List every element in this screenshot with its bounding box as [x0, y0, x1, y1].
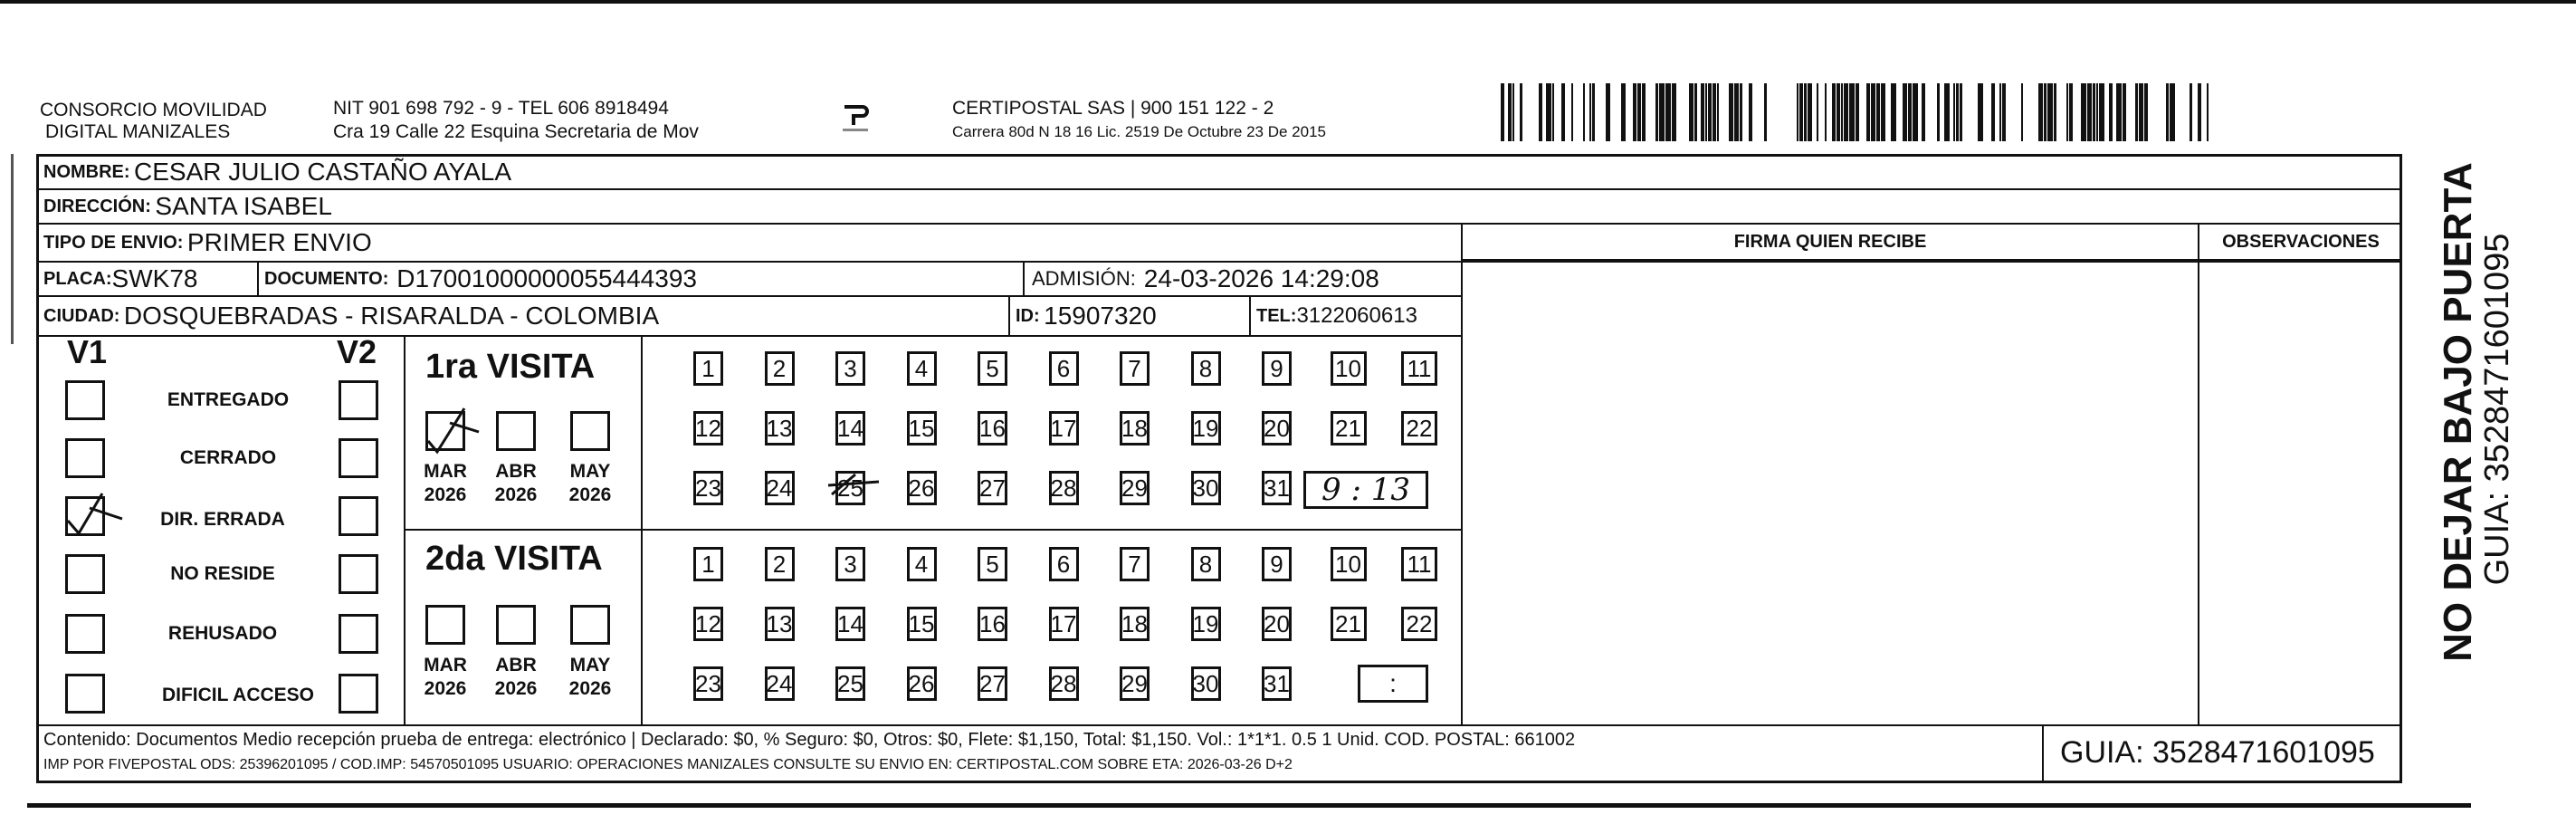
first-visit-day-box[interactable]: 27	[978, 471, 1007, 505]
handwritten-check-icon	[425, 405, 479, 459]
first-visit-day-box[interactable]: 30	[1191, 471, 1221, 505]
handwritten-strike-icon	[828, 469, 883, 505]
col-line	[1249, 295, 1251, 337]
second-visit-day-box[interactable]: 6	[1049, 547, 1079, 581]
side-guia: GUIA: 3528471601095	[2478, 233, 2516, 586]
imp-line: IMP POR FIVEPOSTAL ODS: 25396201095 / COD.IMP: 54570501095 USUARIO: OPERACIONES MANIZALES CONSULTE SU ENVIO EN: CERTIPOSTAL.COM SOBRE ETA: 2026-03-26 D+2	[43, 757, 1293, 772]
v1-checkbox-rehusado[interactable]	[65, 614, 105, 654]
second-visit-day-box[interactable]: 24	[765, 666, 795, 701]
status-rehusado: REHUSADO	[167, 623, 278, 644]
admision-value: 24-03-2026 14:29:08	[1143, 264, 1379, 292]
col-line	[1023, 261, 1025, 297]
nombre-value: CESAR JULIO CASTAÑO AYALA	[134, 158, 512, 186]
v2-checkbox-cerrado[interactable]	[339, 438, 378, 478]
v2-checkbox-entregado[interactable]	[339, 380, 378, 420]
second-visit-day-box[interactable]: 16	[978, 607, 1007, 641]
second-visit-day-box[interactable]: 17	[1049, 607, 1079, 641]
second-visit-day-box[interactable]: 28	[1049, 666, 1079, 701]
v1-checkbox-dir-errada[interactable]	[65, 496, 105, 536]
admision-cell	[1028, 263, 1379, 295]
second-visit-day-box[interactable]: 21	[1331, 607, 1367, 641]
col-line	[257, 261, 259, 297]
second-visit-day-box[interactable]: 11	[1401, 547, 1437, 581]
first-visit-day-box[interactable]: 16	[978, 411, 1007, 446]
second-visit-day-box[interactable]: 23	[693, 666, 723, 701]
top-rule	[0, 0, 2576, 4]
certipostal-logo	[837, 101, 873, 136]
company-name-2: DIGITAL MANIZALES	[45, 121, 231, 142]
year-text: 2026	[494, 678, 538, 699]
v1-checkbox-dificil-acceso[interactable]	[65, 674, 105, 714]
second-visit-day-box[interactable]: 4	[907, 547, 937, 581]
first-visit-day-box[interactable]: 10	[1331, 351, 1367, 386]
month-text: MAY	[569, 655, 611, 675]
v2-checkbox-rehusado[interactable]	[339, 614, 378, 654]
second-visit-mar-label	[418, 654, 472, 701]
month-text: MAR	[424, 655, 467, 675]
second-visit-day-box[interactable]: 5	[978, 547, 1007, 581]
first-visit-day-box[interactable]: 9	[1262, 351, 1292, 386]
first-visit-day-box[interactable]: 23	[693, 471, 723, 505]
second-visit-title: 2da VISITA	[425, 540, 603, 578]
first-visit-day-box[interactable]: 25	[835, 471, 865, 505]
second-visit-day-box[interactable]: 29	[1120, 666, 1150, 701]
first-visit-day-box[interactable]: 11	[1401, 351, 1437, 386]
id-label: ID:	[1016, 305, 1040, 326]
firma-header	[1463, 225, 2198, 259]
first-visit-day-box[interactable]: 19	[1191, 411, 1221, 446]
status-no-reside: NO RESIDE	[170, 563, 275, 584]
tipo-envio-row	[40, 225, 372, 261]
nombre-label: NOMBRE:	[43, 161, 130, 182]
second-visit-day-box[interactable]: 15	[907, 607, 937, 641]
ciudad-label: CIUDAD:	[43, 305, 120, 326]
first-visit-abr-label	[489, 460, 543, 507]
first-visit-mar-label	[418, 460, 472, 507]
year-text: 2026	[568, 678, 612, 699]
nombre-row	[40, 156, 511, 188]
direccion-label: DIRECCIÓN:	[43, 196, 151, 216]
first-visit-time-box[interactable]	[1303, 471, 1428, 509]
col-line-obs	[2198, 223, 2199, 726]
status-dificil-acceso: DIFICIL ACCESO	[161, 685, 314, 705]
barcode	[1501, 83, 2225, 141]
documento-value: D17001000000055444393	[396, 264, 697, 292]
first-visit-mar-checkbox[interactable]	[425, 411, 465, 451]
firma-label: FIRMA QUIEN RECIBE	[1733, 231, 1927, 252]
tel-value: 3122060613	[1296, 303, 1417, 328]
first-visit-may-label	[563, 460, 617, 507]
status-dir-errada: DIR. ERRADA	[160, 509, 285, 530]
v1-label: V1	[67, 333, 108, 370]
obs-header-line	[1461, 259, 2402, 261]
second-visit-day-box[interactable]: 3	[835, 547, 865, 581]
first-visit-day-box[interactable]: 3	[835, 351, 865, 386]
year-text: 2026	[494, 484, 538, 505]
tipo-envio-value: PRIMER ENVIO	[186, 228, 372, 256]
col-line-guia	[2042, 724, 2044, 783]
row-line	[36, 188, 2402, 190]
col-line	[1008, 295, 1010, 337]
bottom-rule	[27, 803, 2471, 808]
id-cell	[1012, 297, 1157, 335]
first-visit-day-box[interactable]: 6	[1049, 351, 1079, 386]
first-visit-day-box[interactable]: 7	[1120, 351, 1150, 386]
second-visit-time: :	[1389, 669, 1397, 697]
placa-label: PLACA:	[43, 268, 112, 289]
status-entregado: ENTREGADO	[167, 389, 290, 410]
month-text: MAR	[424, 461, 467, 482]
first-visit-time: 9 : 13	[1321, 472, 1410, 508]
id-value: 15907320	[1044, 302, 1157, 330]
second-visit-day-box[interactable]: 1	[693, 547, 723, 581]
first-visit-day-box[interactable]: 5	[978, 351, 1007, 386]
observaciones-label: OBSERVACIONES	[2222, 231, 2380, 252]
tel-cell	[1253, 297, 1417, 335]
first-visit-day-box[interactable]: 20	[1262, 411, 1292, 446]
company-name-1: CONSORCIO MOVILIDAD	[40, 100, 267, 120]
placa-value: SWK78	[111, 264, 198, 292]
contenido-line: Contenido: Documentos Medio recepción prueba de entrega: electrónico | Declarado: $0, % Seguro: $0, Otros: $0, Flete: $1,150, Total: $1,150. Vol.: 1*1*1. 0.5 1 Unid. COD. POSTAL: 661002	[43, 730, 1576, 750]
col-line-firma	[1461, 223, 1463, 726]
second-visit-day-box[interactable]: 8	[1191, 547, 1221, 581]
second-visit-day-box[interactable]: 14	[835, 607, 865, 641]
direccion-row	[40, 190, 332, 223]
col-line-days	[641, 335, 643, 726]
second-visit-day-box[interactable]: 18	[1120, 607, 1150, 641]
second-visit-may-checkbox[interactable]	[570, 605, 610, 645]
second-visit-abr-checkbox[interactable]	[496, 605, 536, 645]
first-visit-day-box[interactable]: 21	[1331, 411, 1367, 446]
documento-label: DOCUMENTO:	[264, 268, 389, 289]
year-text: 2026	[424, 484, 467, 505]
observaciones-header	[2199, 225, 2402, 259]
first-visit-day-box[interactable]: 26	[907, 471, 937, 505]
second-visit-may-label	[563, 654, 617, 701]
col-line-status	[404, 335, 405, 726]
status-cerrado: CERRADO	[179, 447, 277, 468]
second-visit-abr-label	[489, 654, 543, 701]
first-visit-day-box[interactable]: 15	[907, 411, 937, 446]
ciudad-cell	[40, 297, 659, 335]
second-visit-day-box[interactable]: 20	[1262, 607, 1292, 641]
first-visit-day-box[interactable]: 18	[1120, 411, 1150, 446]
nit-line: NIT 901 698 792 - 9 - TEL 606 8918494	[333, 98, 669, 119]
v2-checkbox-dificil-acceso[interactable]	[339, 674, 378, 714]
left-margin-rule	[11, 154, 14, 344]
second-visit-day-box[interactable]: 7	[1120, 547, 1150, 581]
year-text: 2026	[568, 484, 612, 505]
second-visit-day-box[interactable]: 25	[835, 666, 865, 701]
first-visit-day-box[interactable]: 29	[1120, 471, 1150, 505]
first-visit-abr-checkbox[interactable]	[496, 411, 536, 451]
v2-label: V2	[337, 333, 377, 370]
first-visit-day-box[interactable]: 28	[1049, 471, 1079, 505]
v2-checkbox-dir-errada[interactable]	[339, 496, 378, 536]
second-visit-day-box[interactable]: 22	[1401, 607, 1437, 641]
first-visit-day-box[interactable]: 12	[693, 411, 723, 446]
v1-checkbox-no-reside[interactable]	[65, 554, 105, 594]
second-visit-day-box[interactable]: 10	[1331, 547, 1367, 581]
tel-label: TEL:	[1256, 305, 1297, 326]
first-visit-day-box[interactable]: 14	[835, 411, 865, 446]
second-visit-day-box[interactable]: 12	[693, 607, 723, 641]
second-visit-day-box[interactable]: 30	[1191, 666, 1221, 701]
v1-checkbox-entregado[interactable]	[65, 380, 105, 420]
second-visit-day-box[interactable]: 13	[765, 607, 795, 641]
ciudad-value: DOSQUEBRADAS - RISARALDA - COLOMBIA	[123, 302, 660, 330]
visit-divider	[404, 529, 1463, 531]
v2-checkbox-no-reside[interactable]	[339, 554, 378, 594]
month-text: MAY	[569, 461, 611, 482]
first-visit-day-box[interactable]: 13	[765, 411, 795, 446]
address-line: Cra 19 Calle 22 Esquina Secretaria de Mov	[333, 121, 699, 142]
handwritten-check-icon	[62, 488, 126, 533]
month-text: ABR	[495, 655, 537, 675]
no-dejar-bajo-puerta: NO DEJAR BAJO PUERTA	[2436, 162, 2480, 662]
month-text: ABR	[495, 461, 537, 482]
admision-label: ADMISIÓN:	[1032, 267, 1136, 290]
tipo-envio-label: TIPO DE ENVIO:	[43, 232, 184, 253]
second-visit-day-box[interactable]: 2	[765, 547, 795, 581]
second-visit-time-box[interactable]	[1358, 665, 1428, 703]
first-visit-day-box[interactable]: 4	[907, 351, 937, 386]
documento-cell	[261, 263, 697, 295]
second-visit-day-box[interactable]: 9	[1262, 547, 1292, 581]
first-visit-day-box[interactable]: 8	[1191, 351, 1221, 386]
year-text: 2026	[424, 678, 467, 699]
direccion-value: SANTA ISABEL	[155, 192, 332, 220]
first-visit-may-checkbox[interactable]	[570, 411, 610, 451]
certipostal-line-2: Carrera 80d N 18 16 Lic. 2519 De Octubre 23 De 2015	[952, 123, 1326, 140]
first-visit-day-box[interactable]: 1	[693, 351, 723, 386]
first-visit-day-box[interactable]: 24	[765, 471, 795, 505]
v1-checkbox-cerrado[interactable]	[65, 438, 105, 478]
second-visit-day-box[interactable]: 27	[978, 666, 1007, 701]
placa-cell	[40, 263, 197, 295]
row-line	[36, 724, 2402, 726]
first-visit-title: 1ra VISITA	[425, 348, 596, 386]
first-visit-day-box[interactable]: 22	[1401, 411, 1437, 446]
second-visit-mar-checkbox[interactable]	[425, 605, 465, 645]
first-visit-day-box[interactable]: 17	[1049, 411, 1079, 446]
second-visit-day-box[interactable]: 19	[1191, 607, 1221, 641]
first-visit-day-box[interactable]: 31	[1262, 471, 1292, 505]
side-text-block	[2395, 162, 2516, 692]
second-visit-day-box[interactable]: 31	[1262, 666, 1292, 701]
second-visit-day-box[interactable]: 26	[907, 666, 937, 701]
certipostal-line-1: CERTIPOSTAL SAS | 900 151 122 - 2	[952, 98, 1274, 119]
footer-guia: GUIA: 3528471601095	[2060, 735, 2375, 770]
first-visit-day-box[interactable]: 2	[765, 351, 795, 386]
